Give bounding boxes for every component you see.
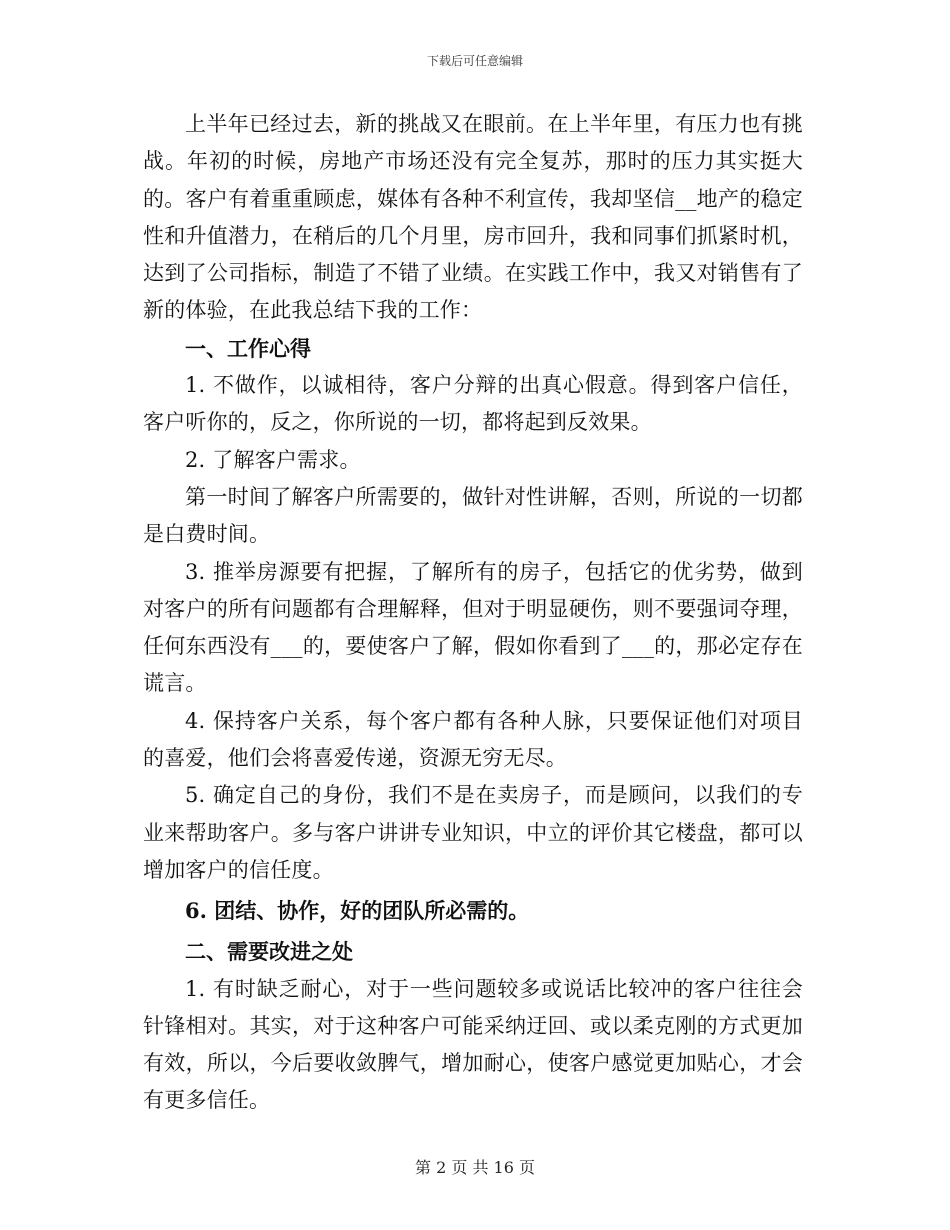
page-number: 第 2 页 共 16 页 (415, 1158, 535, 1177)
insight-item-2-body: 第一时间了解客户所需要的，做针对性讲解，否则，所说的一切都是白费时间。 (143, 484, 803, 547)
section-heading-work-insights: 一、工作心得 (185, 335, 311, 361)
insight-item-3: 3. 推举房源要有把握，了解所有的房子，包括它的优劣势，做到对客户的所有问题都有合理解释，但对于明显硬伤，则不要强词夺理，任何东西没有___的，要使客户了解，假如你看到了___的，那必定存在谎言。 (143, 559, 803, 696)
insight-item-6: 6. 团结、协作，好的团队所必需的。 (185, 898, 530, 924)
insight-item-1: 1. 不做作，以诚相待，客户分辩的出真心假意。得到客户信任，客户听你的，反之，你所说的一切，都将起到反效果。 (143, 373, 803, 435)
insight-item-5: 5. 确定自己的身份，我们不是在卖房子，而是顾问，以我们的专业来帮助客户。多与客户讲讲专业知识，中立的评价其它楼盘，都可以增加客户的信任度。 (143, 783, 803, 882)
insight-item-2-title: 2. 了解客户需求。 (185, 447, 361, 472)
improvement-item-1: 1. 有时缺乏耐心，对于一些问题较多或说话比较冲的客户往往会针锋相对。其实，对于这种客户可能采纳迂回、或以柔克刚的方式更加有效，所以，今后要收敛脾气，增加耐心，使客户感觉更加贴心，才会有更多信任。 (143, 976, 803, 1113)
page-header: 下载后可任意编辑 (426, 54, 523, 68)
section-heading-improvements: 二、需要改进之处 (185, 939, 353, 965)
intro-paragraph: 上半年已经过去，新的挑战又在眼前。在上半年里，有压力也有挑战。年初的时候，房地产市场还没有完全复苏，那时的压力其实挺大的。客户有着重重顾虑，媒体有各种不利宣传，我却坚信__地产的稳定性和升值潜力，在稍后的几个月里，房市回升，我和同事们抓紧时机，达到了公司指标，制造了不错了业绩。在实践工作中，我又对销售有了新的体验，在此我总结下我的工作： (143, 112, 803, 323)
document-body (143, 106, 803, 1120)
insight-item-4: 4. 保持客户关系，每个客户都有各种人脉，只要保证他们对项目的喜爱，他们会将喜爱传递，资源无穷无尽。 (143, 708, 803, 771)
